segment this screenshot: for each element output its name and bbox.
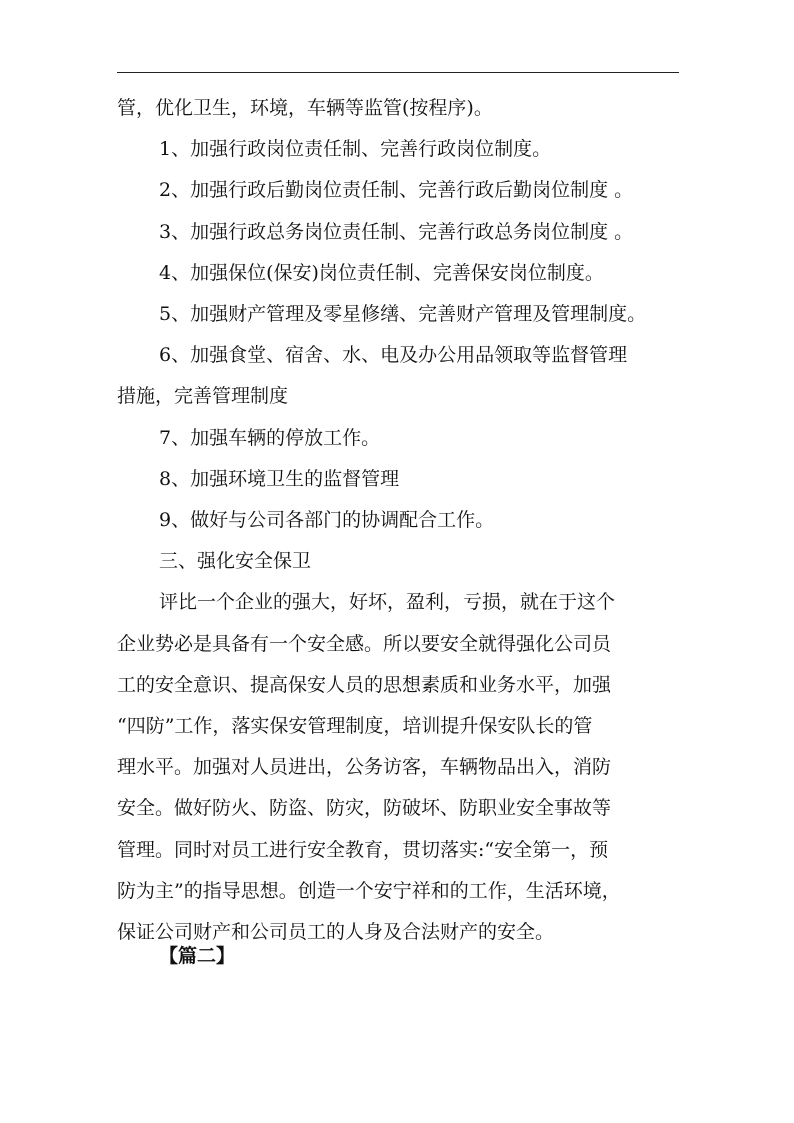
list-item-2: 2、加强行政后勤岗位责任制、完善行政后勤岗位制度 。	[159, 179, 634, 202]
paragraph-line: 保证公司财产和公司员工的人身及合法财产的安全。	[117, 921, 555, 944]
list-item-5: 5、加强财产管理及零星修缮、完善财产管理及管理制度。	[159, 303, 647, 326]
paragraph-line: 安全。做好防火、防盗、防灾，防破坏、防职业安全事故等	[117, 797, 612, 820]
document-body	[117, 88, 679, 953]
list-item-9: 9、做好与公司各部门的协调配合工作。	[159, 509, 495, 532]
paragraph-line: “四防”工作，落实保安管理制度，培训提升保安队长的管	[117, 715, 593, 738]
list-item-6: 6、加强食堂、宿舍、水、电及办公用品领取等监督管理	[159, 344, 628, 367]
list-item-7: 7、加强车辆的停放工作。	[159, 426, 381, 449]
list-item-6-continuation: 措施，完善管理制度	[117, 385, 289, 408]
paragraph-line: 理水平。加强对人员进出，公务访客，车辆物品出入，消防	[117, 756, 612, 779]
list-item-8: 8、加强环境卫生的监督管理	[159, 467, 400, 490]
paragraph-line: 企业势必是具备有一个安全感。所以要安全就得强化公司员	[117, 632, 612, 655]
paragraph-line: 管理。同时对员工进行安全教育，贯切落实:“安全第一，预	[117, 838, 609, 861]
section-tag: 【篇二】	[159, 945, 236, 967]
paragraph-continuation: 管，优化卫生，环境，车辆等监管(按程序)。	[117, 97, 493, 119]
paragraph-line: 工的安全意识、提高保安人员的思想素质和业务水平，加强	[117, 673, 612, 696]
paragraph-line: 防为主”的指导思想。创造一个安宁祥和的工作，生活环境，	[117, 879, 621, 902]
list-item-3: 3、加强行政总务岗位责任制、完善行政总务岗位制度 。	[159, 220, 634, 243]
header-rule	[117, 72, 679, 73]
list-item-1: 1、加强行政岗位责任制、完善行政岗位制度。	[159, 138, 552, 161]
list-item-4: 4、加强保位(保安)岗位责任制、完善保安岗位制度。	[159, 261, 604, 284]
section-heading: 三、强化安全保卫	[159, 550, 312, 573]
paragraph-line: 评比一个企业的强大，好坏，盈利，亏损，就在于这个	[159, 591, 616, 614]
